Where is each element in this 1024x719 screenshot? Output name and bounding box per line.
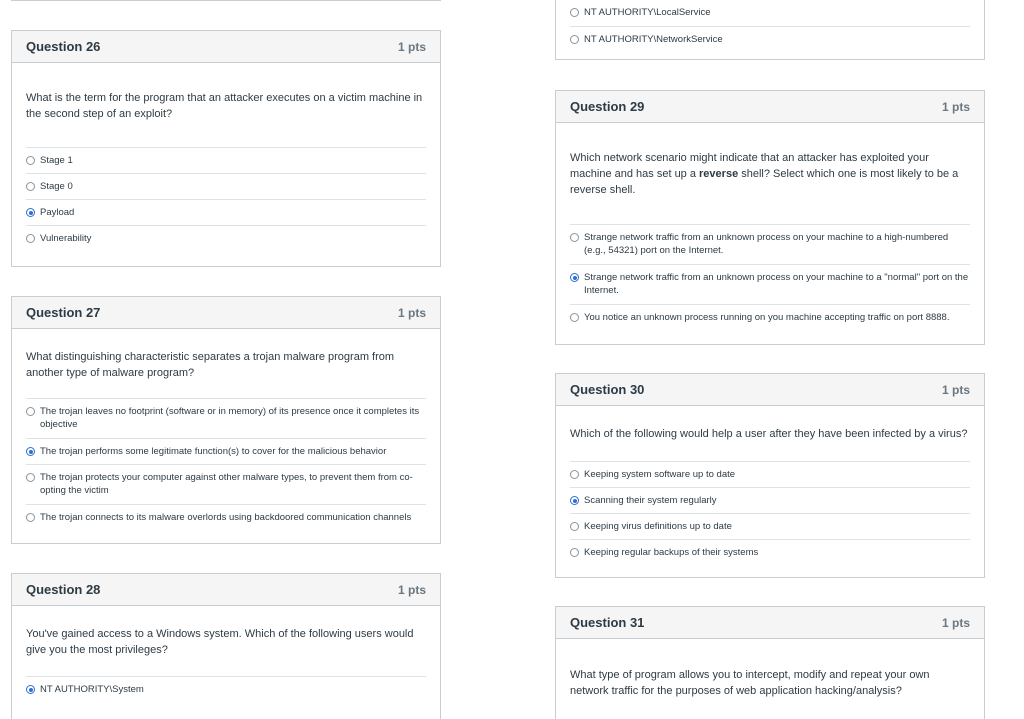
question-28-card — [11, 573, 441, 719]
question-text-part: Which network scenario might indicate that an attacker has exploited your machine and has set up a — [570, 152, 929, 180]
question-title: Question 30 — [570, 382, 645, 397]
question-points: 1 pts — [941, 615, 970, 630]
answer-label: NT AUTHORITY\System — [40, 684, 144, 695]
question-text — [556, 150, 984, 208]
question-title: Question 31 — [570, 615, 645, 630]
answer-label: The trojan performs some legitimate function(s) to cover for the malicious behavior — [40, 446, 387, 457]
answer-option[interactable] — [26, 225, 426, 251]
answer-list — [556, 461, 984, 565]
question-text: What is the term for the program that an attacker executes on a victim machine in the second step of an exploit? — [26, 92, 423, 120]
question-28-header — [12, 574, 440, 606]
question-title: Question 27 — [26, 305, 101, 320]
answer-option[interactable] — [26, 147, 426, 173]
answer-label: Keeping virus definitions up to date — [584, 521, 732, 532]
question-27-card — [11, 296, 441, 544]
question-text: You've gained access to a Windows system. Which of the following users would give you the most privileges? — [26, 628, 414, 656]
question-29-header — [556, 91, 984, 123]
radio-button[interactable] — [26, 407, 35, 416]
question-text: Which of the following would help a user after they have been infected by a virus? — [570, 428, 968, 440]
answer-label: Stage 1 — [40, 155, 73, 166]
question-points: 1 pts — [397, 39, 426, 54]
radio-button[interactable] — [26, 234, 35, 243]
question-29-card — [555, 90, 985, 345]
answer-list — [12, 398, 440, 530]
question-30-header — [556, 374, 984, 406]
answer-list — [556, 224, 984, 330]
answer-option[interactable] — [570, 264, 970, 304]
answer-option[interactable] — [570, 539, 970, 565]
radio-button[interactable] — [570, 548, 579, 557]
question-points: 1 pts — [397, 305, 426, 320]
radio-button[interactable] — [570, 470, 579, 479]
radio-button[interactable] — [570, 233, 579, 242]
answer-option[interactable] — [26, 199, 426, 225]
question-28-card-continued — [555, 0, 985, 60]
answer-option[interactable] — [570, 224, 970, 264]
answer-label: Stage 0 — [40, 181, 73, 192]
answer-option[interactable] — [26, 173, 426, 199]
radio-button-selected[interactable] — [26, 208, 35, 217]
question-title: Question 26 — [26, 39, 101, 54]
question-title: Question 29 — [570, 99, 645, 114]
answer-option[interactable] — [26, 438, 426, 464]
question-26-header — [12, 31, 440, 63]
question-26-card — [11, 30, 441, 267]
answer-list — [556, 0, 984, 52]
radio-button[interactable] — [26, 182, 35, 191]
question-30-card — [555, 373, 985, 578]
answer-label: The trojan connects to its malware overlords using backdoored communication channels — [40, 512, 412, 523]
question-text-part: shell? Select which one is most likely to be a reverse shell. — [570, 168, 959, 196]
answer-label: Strange network traffic from an unknown process on your machine to a high-numbered (e.g., 54321) port on the Internet. — [584, 232, 949, 256]
question-31-card — [555, 606, 985, 719]
radio-button[interactable] — [26, 513, 35, 522]
answer-label: The trojan protects your computer against other malware types, to prevent them from co-opting the victim — [40, 472, 413, 496]
answer-label: NT AUTHORITY\LocalService — [584, 7, 711, 18]
question-text: What type of program allows you to intercept, modify and repeat your own network traffic for the purposes of web application hacking/analysis? — [570, 669, 930, 697]
answer-label: Keeping regular backups of their systems — [584, 547, 759, 558]
answer-label: You notice an unknown process running on you machine accepting traffic on port 8888. — [584, 312, 950, 323]
question-31-header — [556, 607, 984, 639]
answer-option[interactable] — [570, 0, 970, 26]
radio-button[interactable] — [570, 522, 579, 531]
answer-option[interactable] — [26, 504, 426, 530]
radio-button-selected[interactable] — [26, 685, 35, 694]
answer-option[interactable] — [570, 26, 970, 52]
answer-option[interactable] — [570, 513, 970, 539]
radio-button[interactable] — [26, 473, 35, 482]
question-text: What distinguishing characteristic separates a trojan malware program from another type of malware program? — [26, 351, 395, 379]
answer-label: Scanning their system regularly — [584, 495, 717, 506]
answer-option[interactable] — [26, 464, 426, 504]
answer-option[interactable] — [570, 487, 970, 513]
question-text-emphasis: reverse — [699, 168, 739, 180]
radio-button[interactable] — [26, 156, 35, 165]
answer-option[interactable] — [570, 304, 970, 330]
radio-button[interactable] — [570, 35, 579, 44]
answer-label: Keeping system software up to date — [584, 469, 736, 480]
question-title: Question 28 — [26, 582, 101, 597]
radio-button-selected[interactable] — [26, 447, 35, 456]
radio-button[interactable] — [570, 8, 579, 17]
answer-option[interactable] — [26, 398, 426, 438]
question-points: 1 pts — [941, 382, 970, 397]
radio-button-selected[interactable] — [570, 273, 579, 282]
question-points: 1 pts — [941, 99, 970, 114]
answer-option[interactable] — [570, 461, 970, 487]
question-25-card-bottom — [11, 0, 441, 1]
answer-label: Vulnerability — [40, 233, 92, 244]
answer-label: The trojan leaves no footprint (software or in memory) of its presence once it completes its objective — [40, 406, 420, 430]
question-points: 1 pts — [397, 582, 426, 597]
answer-list — [12, 676, 440, 702]
answer-option[interactable] — [26, 676, 426, 702]
answer-label: Payload — [40, 207, 75, 218]
answer-label: NT AUTHORITY\NetworkService — [584, 34, 723, 45]
answer-list — [12, 147, 440, 251]
answer-label: Strange network traffic from an unknown process on your machine to a "normal" port on the Internet. — [584, 272, 969, 296]
radio-button-selected[interactable] — [570, 496, 579, 505]
question-27-header — [12, 297, 440, 329]
radio-button[interactable] — [570, 313, 579, 322]
